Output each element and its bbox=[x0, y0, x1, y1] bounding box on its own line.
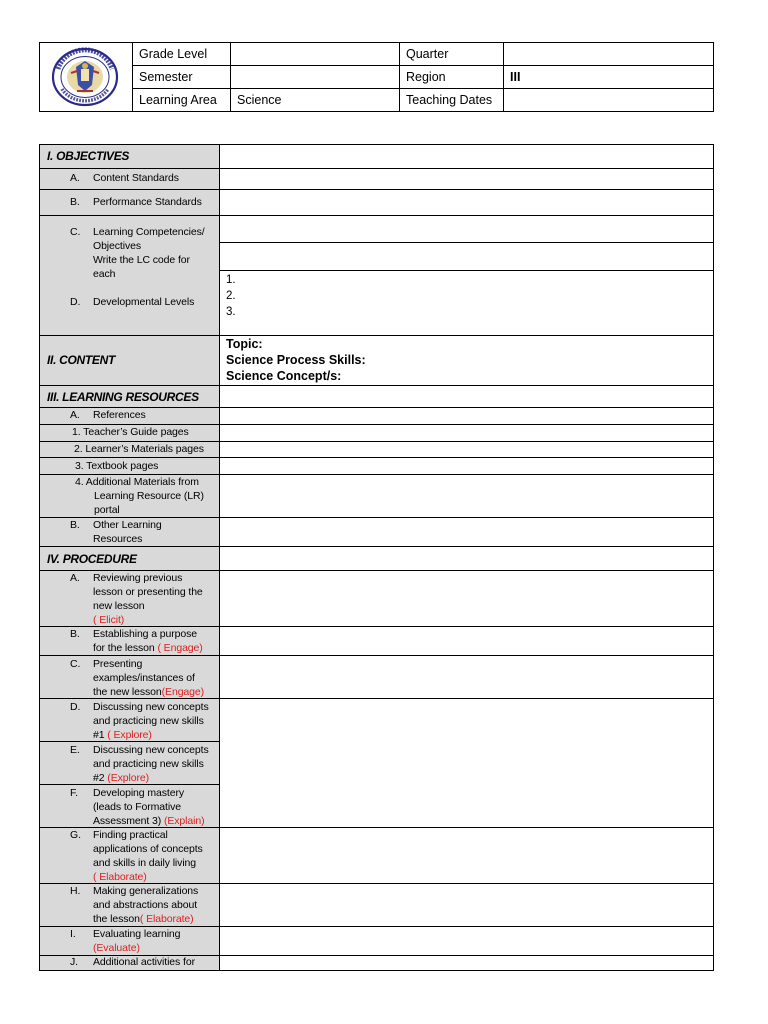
numbered-item: 2. bbox=[226, 290, 236, 302]
header-label: Grade Level bbox=[133, 43, 231, 65]
header-value[interactable] bbox=[231, 43, 400, 65]
deped-seal-icon bbox=[50, 47, 120, 107]
item-mark: F. bbox=[70, 787, 78, 799]
item-label: examples/instances of bbox=[93, 672, 195, 684]
other-resources-cell[interactable] bbox=[220, 518, 713, 546]
item-label: portal bbox=[94, 504, 120, 516]
additional-materials-cell[interactable] bbox=[220, 475, 713, 517]
procedure-cell[interactable] bbox=[220, 547, 713, 570]
elicit-tag: ( Elicit) bbox=[93, 614, 125, 626]
item-label: #2 bbox=[93, 772, 108, 784]
item-label: Additional activities for bbox=[93, 956, 195, 968]
content-cell[interactable] bbox=[220, 336, 713, 385]
item-label: each bbox=[93, 268, 116, 280]
row-performance-standards bbox=[40, 190, 713, 216]
section-objectives-row bbox=[40, 145, 713, 169]
objectives-code-cell[interactable] bbox=[220, 243, 713, 271]
explore-tag: ( Explore) bbox=[107, 729, 152, 741]
header-label: Learning Area bbox=[133, 89, 231, 111]
item-label: Performance Standards bbox=[93, 196, 202, 208]
header-value[interactable]: III bbox=[510, 70, 521, 84]
procedure-i-cell[interactable] bbox=[220, 927, 713, 955]
procedure-g-cell[interactable] bbox=[220, 828, 713, 883]
item-label: Write the LC code for bbox=[93, 254, 190, 266]
competencies-cell[interactable] bbox=[220, 216, 713, 243]
item-label: lesson or presenting the bbox=[93, 586, 203, 598]
item-label: References bbox=[93, 409, 146, 421]
row-textbook-pages bbox=[40, 458, 713, 475]
item-mark: A. bbox=[70, 572, 80, 584]
row-learners-materials bbox=[40, 442, 713, 458]
item-label: 4. Additional Materials from bbox=[75, 476, 199, 488]
row-procedure-g bbox=[40, 828, 713, 884]
item-label: Presenting bbox=[93, 658, 143, 670]
header-row-grade bbox=[133, 43, 713, 66]
item-label: Discussing new concepts bbox=[93, 744, 209, 756]
row-procedure-h bbox=[40, 884, 713, 927]
item-mark: B. bbox=[70, 628, 80, 640]
content-standards-cell[interactable] bbox=[220, 169, 713, 189]
item-mark: G. bbox=[70, 829, 81, 841]
item-mark: I. bbox=[70, 928, 76, 940]
header-value[interactable] bbox=[504, 89, 713, 111]
item-label: for the lesson bbox=[93, 642, 158, 654]
header-row-learning-area bbox=[133, 89, 713, 111]
procedure-c-f-cell[interactable] bbox=[220, 656, 713, 828]
item-label: Discussing new concepts bbox=[93, 701, 209, 713]
objectives-cell[interactable] bbox=[220, 145, 713, 168]
engage-tag: (Engage) bbox=[161, 686, 205, 698]
item-mark: C. bbox=[70, 226, 81, 238]
item-mark: J. bbox=[70, 956, 78, 968]
row-procedure-j bbox=[40, 956, 713, 970]
item-mark: A. bbox=[70, 172, 80, 184]
numbered-item: 1. bbox=[226, 274, 236, 286]
item-mark: B. bbox=[70, 519, 80, 531]
learners-materials-cell[interactable] bbox=[220, 442, 713, 457]
item-label: Learning Resource (LR) bbox=[94, 490, 204, 502]
item-label: new lesson bbox=[93, 600, 145, 612]
section-content-row bbox=[40, 336, 713, 386]
topic-label: Topic: bbox=[226, 337, 263, 351]
item-label: applications of concepts bbox=[93, 843, 203, 855]
item-label: and abstractions about bbox=[93, 899, 198, 911]
header-label: Quarter bbox=[400, 43, 504, 65]
section-resources-row bbox=[40, 386, 713, 408]
item-label: Developmental Levels bbox=[93, 296, 195, 308]
row-procedure-b bbox=[40, 627, 713, 656]
item-mark: D. bbox=[70, 701, 81, 713]
item-label: 2. Learner’s Materials pages bbox=[74, 443, 204, 455]
developmental-levels-cell[interactable] bbox=[220, 271, 713, 335]
item-label: (leads to Formative bbox=[93, 801, 181, 813]
section-title: II. CONTENT bbox=[47, 353, 116, 367]
row-teachers-guide bbox=[40, 425, 713, 442]
item-label: Establishing a purpose bbox=[93, 628, 198, 640]
logo-cell bbox=[40, 43, 133, 111]
references-cell[interactable] bbox=[220, 408, 713, 424]
item-label: Other Learning bbox=[93, 519, 162, 531]
item-label: 1. Teacher’s Guide pages bbox=[72, 426, 189, 438]
item-label: and skills in daily living bbox=[93, 857, 197, 869]
evaluate-tag: (Evaluate) bbox=[93, 942, 140, 954]
section-title: I. OBJECTIVES bbox=[47, 149, 130, 163]
item-label: #1 bbox=[93, 729, 108, 741]
item-label: Objectives bbox=[93, 240, 142, 252]
header-value[interactable]: Science bbox=[231, 89, 400, 111]
item-mark: D. bbox=[70, 296, 81, 308]
header-label: Region bbox=[400, 66, 504, 88]
section-procedure-row bbox=[40, 547, 713, 571]
item-label: and practicing new skills bbox=[93, 758, 204, 770]
row-content-standards bbox=[40, 169, 713, 190]
item-label: Evaluating learning bbox=[93, 928, 181, 940]
header-label: Semester bbox=[133, 66, 231, 88]
procedure-a-cell[interactable] bbox=[220, 571, 713, 626]
item-label: Assessment 3) bbox=[93, 815, 164, 827]
procedure-b-cell[interactable] bbox=[220, 627, 713, 655]
item-label: Resources bbox=[93, 533, 143, 545]
numbered-item: 3. bbox=[226, 306, 236, 318]
item-label: and practicing new skills bbox=[93, 715, 204, 727]
row-other-resources bbox=[40, 518, 713, 547]
elaborate-tag: ( Elaborate) bbox=[93, 871, 147, 883]
item-label: Finding practical bbox=[93, 829, 168, 841]
item-label: 3. Textbook pages bbox=[75, 460, 159, 472]
resources-cell[interactable] bbox=[220, 386, 713, 407]
explore-tag: (Explore) bbox=[107, 772, 149, 784]
item-label: the lesson bbox=[93, 913, 140, 925]
procedure-h-cell[interactable] bbox=[220, 884, 713, 926]
item-label: Developing mastery bbox=[93, 787, 184, 799]
engage-tag: ( Engage) bbox=[157, 642, 203, 654]
teachers-guide-cell[interactable] bbox=[220, 425, 713, 441]
item-mark: H. bbox=[70, 885, 81, 897]
item-mark: B. bbox=[70, 196, 80, 208]
procedure-j-cell[interactable] bbox=[220, 956, 713, 970]
row-competencies-developmental bbox=[40, 216, 713, 336]
row-additional-materials bbox=[40, 475, 713, 518]
item-label: the new lesson bbox=[93, 686, 162, 698]
header-row-semester bbox=[133, 66, 713, 89]
header-value[interactable] bbox=[504, 43, 713, 65]
textbook-pages-cell[interactable] bbox=[220, 458, 713, 474]
row-procedure-i bbox=[40, 927, 713, 956]
item-label: Reviewing previous bbox=[93, 572, 183, 584]
item-mark: A. bbox=[70, 409, 80, 421]
item-mark: E. bbox=[70, 744, 80, 756]
process-skills-label: Science Process Skills: bbox=[226, 353, 366, 367]
performance-standards-cell[interactable] bbox=[220, 190, 713, 215]
item-label: Making generalizations bbox=[93, 885, 199, 897]
lesson-plan-table bbox=[39, 144, 714, 971]
row-procedure-a bbox=[40, 571, 713, 627]
header-table bbox=[39, 42, 714, 112]
science-concepts-label: Science Concept/s: bbox=[226, 369, 342, 383]
elaborate-tag: ( Elaborate) bbox=[139, 913, 194, 925]
item-label: Learning Competencies/ bbox=[93, 226, 205, 238]
section-title: IV. PROCEDURE bbox=[47, 552, 137, 566]
explain-tag: (Explain) bbox=[163, 815, 205, 827]
header-value[interactable] bbox=[231, 66, 400, 88]
item-mark: C. bbox=[70, 658, 81, 670]
item-label: Content Standards bbox=[93, 172, 179, 184]
header-label: Teaching Dates bbox=[400, 89, 504, 111]
section-title: III. LEARNING RESOURCES bbox=[47, 390, 199, 404]
row-references bbox=[40, 408, 713, 425]
